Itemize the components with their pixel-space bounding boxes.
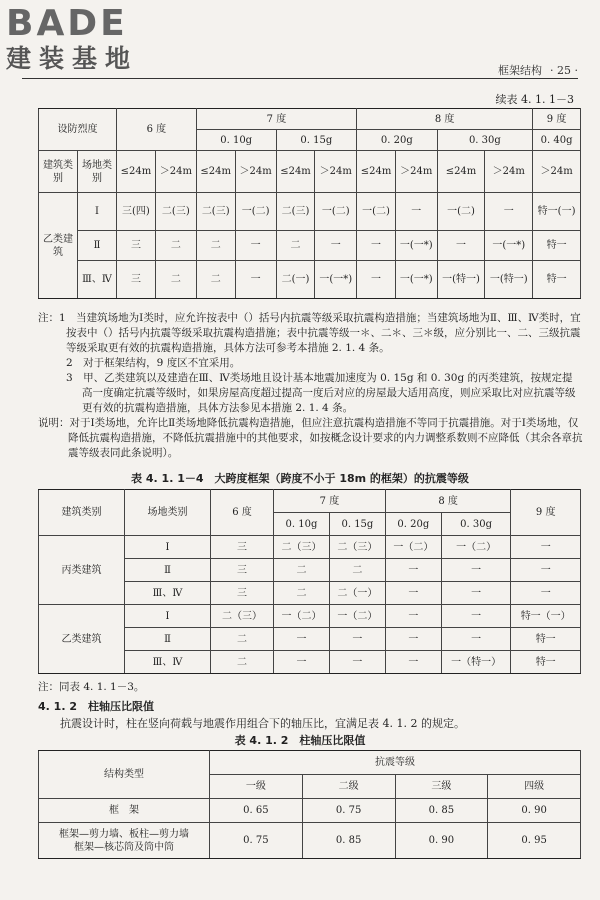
header-structure-type: 结构类型 bbox=[39, 751, 210, 799]
header-site-class: 场地类别 bbox=[125, 490, 211, 536]
grade-header: 一级 bbox=[210, 775, 303, 799]
grade-cell: 一 bbox=[385, 559, 441, 582]
grade-cell: 一（特一） bbox=[441, 651, 511, 674]
grade-cell: 一(一*) bbox=[395, 231, 437, 261]
grade-cell: 二 bbox=[196, 231, 235, 261]
running-header bbox=[498, 62, 578, 78]
grade-cell: 一(特一) bbox=[485, 261, 533, 299]
page-number: · 25 · bbox=[550, 64, 578, 77]
structure-type-frame: 框 架 bbox=[39, 799, 210, 823]
grade-cell: 二(一) bbox=[276, 261, 315, 299]
grade-cell: 一 bbox=[385, 605, 441, 628]
header-seismic-grade: 抗震等级 bbox=[210, 751, 581, 775]
accel-header: 0. 30g bbox=[441, 513, 511, 536]
grade-cell: 二 bbox=[196, 261, 235, 299]
grade-cell: 二（三） bbox=[211, 605, 274, 628]
grade-cell: 一 bbox=[235, 231, 276, 261]
header-site-class: 场地类别 bbox=[78, 151, 117, 193]
accel-header: 0. 10g bbox=[196, 130, 276, 151]
site-label: Ⅰ bbox=[125, 536, 211, 559]
grade-cell: 一 bbox=[441, 559, 511, 582]
grade-cell: 一 bbox=[357, 231, 396, 261]
note-1-text: 1 当建筑场地为Ⅰ类时，应允许按表中（）括号内抗震等级采取抗震构造措施；当建筑场地为Ⅱ、Ⅲ、Ⅳ类时，宜按表中（）括号内抗震等级采取抗震构造措施；表中抗震等级一＊、二＊、三＊级，应分别比一、二、三级抗震等级采取更有效的抗震构造措施，具体方法可参考本措施 2. 1. 4 条。 bbox=[59, 312, 581, 354]
grade-cell: 一（二） bbox=[274, 605, 330, 628]
brand-logo bbox=[6, 4, 181, 74]
grade-cell: 二(三) bbox=[196, 193, 235, 231]
header-building-class: 建筑类别 bbox=[39, 490, 125, 536]
height-header: ≤24m bbox=[276, 151, 315, 193]
ratio-cell: 0. 65 bbox=[210, 799, 303, 823]
height-header: ≤24m bbox=[196, 151, 235, 193]
logo-text-en: BADE bbox=[6, 3, 128, 44]
explanation: 说明：对于Ⅰ类场地，允许比Ⅱ类场地降低抗震构造措施，但应注意抗震构造措施不等同于抗震措施。对于Ⅰ类场地，仅降低抗震构造措施，不降低抗震措施中的其他要求，如按概念设计要求的内力调整系数则不应降低（其余各章抗震等级表同此条说明）。 bbox=[38, 417, 583, 459]
grade-cell: 二 bbox=[155, 261, 196, 299]
header-6-degree: 6 度 bbox=[117, 109, 197, 151]
site-label: Ⅲ、Ⅳ bbox=[78, 261, 117, 299]
grade-cell: 二 bbox=[211, 628, 274, 651]
grade-cell: 一 bbox=[441, 605, 511, 628]
accel-header: 0. 15g bbox=[276, 130, 357, 151]
grade-cell: 一 bbox=[357, 261, 396, 299]
site-label: Ⅱ bbox=[78, 231, 117, 261]
grade-cell: 特一 bbox=[511, 651, 581, 674]
header-intensity: 设防烈度 bbox=[39, 109, 117, 151]
ratio-cell: 0. 75 bbox=[302, 799, 395, 823]
grade-cell: 一 bbox=[235, 261, 276, 299]
grade-cell: 一(一*) bbox=[485, 231, 533, 261]
ratio-cell: 0. 90 bbox=[395, 823, 488, 859]
seismic-grade-table-continued bbox=[38, 108, 581, 299]
grade-cell: 三 bbox=[117, 261, 156, 299]
site-label: Ⅱ bbox=[125, 628, 211, 651]
grade-cell: 一 bbox=[511, 582, 581, 605]
accel-header: 0. 15g bbox=[329, 513, 385, 536]
grade-cell: 一(一*) bbox=[315, 261, 357, 299]
grade-cell: 二 bbox=[274, 559, 330, 582]
accel-header: 0. 20g bbox=[385, 513, 441, 536]
grade-cell: 三 bbox=[211, 559, 274, 582]
height-header: ＞24m bbox=[533, 151, 581, 193]
grade-cell: 三 bbox=[211, 582, 274, 605]
grade-cell: 一 bbox=[511, 559, 581, 582]
grade-cell: 特一(一) bbox=[533, 193, 581, 231]
grade-cell: 一(特一) bbox=[437, 261, 485, 299]
ratio-cell: 0. 75 bbox=[210, 823, 303, 859]
table-continued-label: 续表 4. 1. 1－3 bbox=[495, 93, 574, 106]
accel-header: 0. 10g bbox=[274, 513, 330, 536]
height-header: ≤24m bbox=[437, 151, 485, 193]
height-header: ＞24m bbox=[485, 151, 533, 193]
header-rule bbox=[22, 78, 578, 79]
grade-header: 二级 bbox=[302, 775, 395, 799]
grade-cell: 特一 bbox=[533, 231, 581, 261]
ratio-cell: 0. 90 bbox=[488, 799, 581, 823]
section-paragraph: 抗震设计时，柱在竖向荷载与地震作用组合下的轴压比，宜满足表 4. 1. 2 的规定。 bbox=[60, 717, 465, 730]
grade-cell: 一 bbox=[385, 628, 441, 651]
grade-cell: 一 bbox=[441, 582, 511, 605]
grade-cell: 二（三） bbox=[274, 536, 330, 559]
header-9-degree: 9 度 bbox=[533, 109, 581, 130]
ratio-cell: 0. 95 bbox=[488, 823, 581, 859]
grade-cell: 一 bbox=[315, 231, 357, 261]
grade-cell: 一 bbox=[329, 651, 385, 674]
structure-type-line: 框架—核芯筒及筒中筒 bbox=[74, 841, 174, 853]
height-header: ＞24m bbox=[235, 151, 276, 193]
grade-header: 三级 bbox=[395, 775, 488, 799]
note-3: 3 甲、乙类建筑以及建造在Ⅲ、Ⅳ类场地且设计基本地震加速度为 0. 15g 和 0. 30g 的丙类建筑，按规定提高一度确定抗震等级时，如果房屋高度超过提高一度后对应的房屋最大适用高度，则应采取比对应抗震等级更有效的抗震构造措施，具体方法参见本措施 2. 1. 4 条。 bbox=[66, 372, 576, 414]
grade-cell: 二 bbox=[329, 559, 385, 582]
grade-cell: 一(二) bbox=[437, 193, 485, 231]
height-header: ≤24m bbox=[357, 151, 396, 193]
note-label: 注： bbox=[38, 312, 59, 324]
height-header: ≤24m bbox=[117, 151, 156, 193]
section-title: 框架结构 bbox=[498, 64, 543, 77]
site-label: Ⅱ bbox=[125, 559, 211, 582]
group-label-b: 乙类建筑 bbox=[39, 193, 78, 299]
axial-compression-ratio-table bbox=[38, 750, 581, 859]
grade-cell: 一 bbox=[441, 628, 511, 651]
grade-cell: 一（二） bbox=[441, 536, 511, 559]
table2-note: 注：同表 4. 1. 1－3。 bbox=[38, 681, 145, 693]
grade-cell: 一(二) bbox=[315, 193, 357, 231]
grade-cell: 一(二) bbox=[235, 193, 276, 231]
grade-cell: 一 bbox=[329, 628, 385, 651]
group-label-b: 乙类建筑 bbox=[39, 605, 125, 674]
site-label: Ⅰ bbox=[78, 193, 117, 231]
header-6-degree: 6 度 bbox=[211, 490, 274, 536]
grade-cell: 一（二） bbox=[385, 536, 441, 559]
grade-cell: 二 bbox=[276, 231, 315, 261]
accel-header: 0. 40g bbox=[533, 130, 581, 151]
site-label: Ⅲ、Ⅳ bbox=[125, 582, 211, 605]
logo-text-cn: 建装基地 bbox=[6, 44, 139, 73]
height-header: ＞24m bbox=[155, 151, 196, 193]
structure-type-line: 框架—剪力墙、板柱—剪力墙 bbox=[59, 828, 189, 840]
grade-cell: 一 bbox=[385, 651, 441, 674]
header-8-degree: 8 度 bbox=[357, 109, 533, 130]
grade-cell: 二(三) bbox=[155, 193, 196, 231]
grade-cell: 三 bbox=[211, 536, 274, 559]
ratio-cell: 0. 85 bbox=[302, 823, 395, 859]
grade-cell: 二 bbox=[211, 651, 274, 674]
grade-cell: 一 bbox=[395, 193, 437, 231]
grade-cell: 一 bbox=[437, 231, 485, 261]
header-building-class: 建筑类别 bbox=[39, 151, 78, 193]
note-2: 2 对于框架结构，9 度区不宜采用。 bbox=[66, 357, 241, 369]
grade-cell: 一 bbox=[274, 651, 330, 674]
grade-cell: 二 bbox=[155, 231, 196, 261]
section-heading: 4. 1. 2 柱轴压比限值 bbox=[38, 700, 154, 713]
grade-cell: 特一（一） bbox=[511, 605, 581, 628]
grade-cell: 特一 bbox=[511, 628, 581, 651]
table-notes bbox=[38, 311, 583, 461]
grade-cell: 三(四) bbox=[117, 193, 156, 231]
header-7-degree: 7 度 bbox=[196, 109, 356, 130]
table2-caption: 表 4. 1. 1－4 大跨度框架（跨度不小于 18m 的框架）的抗震等级 bbox=[131, 472, 469, 485]
grade-cell: 二（一） bbox=[329, 582, 385, 605]
header-7-degree: 7 度 bbox=[274, 490, 386, 513]
grade-cell: 一 bbox=[385, 582, 441, 605]
grade-cell: 一 bbox=[511, 536, 581, 559]
note-1 bbox=[38, 311, 583, 356]
grade-cell: 一 bbox=[274, 628, 330, 651]
grade-cell: 三 bbox=[117, 231, 156, 261]
table3-caption: 表 4. 1. 2 柱轴压比限值 bbox=[234, 734, 366, 747]
grade-cell: 一（二） bbox=[329, 605, 385, 628]
grade-cell: 特一 bbox=[533, 261, 581, 299]
grade-cell: 一 bbox=[485, 193, 533, 231]
ratio-cell: 0. 85 bbox=[395, 799, 488, 823]
height-header: ＞24m bbox=[395, 151, 437, 193]
header-9-degree: 9 度 bbox=[511, 490, 581, 536]
grade-cell: 一(二) bbox=[357, 193, 396, 231]
grade-header: 四级 bbox=[488, 775, 581, 799]
grade-cell: 二（三） bbox=[329, 536, 385, 559]
site-label: Ⅰ bbox=[125, 605, 211, 628]
group-label-c: 丙类建筑 bbox=[39, 536, 125, 605]
header-8-degree: 8 度 bbox=[385, 490, 511, 513]
accel-header: 0. 30g bbox=[437, 130, 533, 151]
site-label: Ⅲ、Ⅳ bbox=[125, 651, 211, 674]
grade-cell: 二 bbox=[274, 582, 330, 605]
height-header: ＞24m bbox=[315, 151, 357, 193]
accel-header: 0. 20g bbox=[357, 130, 438, 151]
grade-cell: 二(三) bbox=[276, 193, 315, 231]
long-span-frame-grade-table bbox=[38, 489, 581, 674]
grade-cell: 一(一*) bbox=[395, 261, 437, 299]
structure-type-combined bbox=[39, 823, 210, 859]
